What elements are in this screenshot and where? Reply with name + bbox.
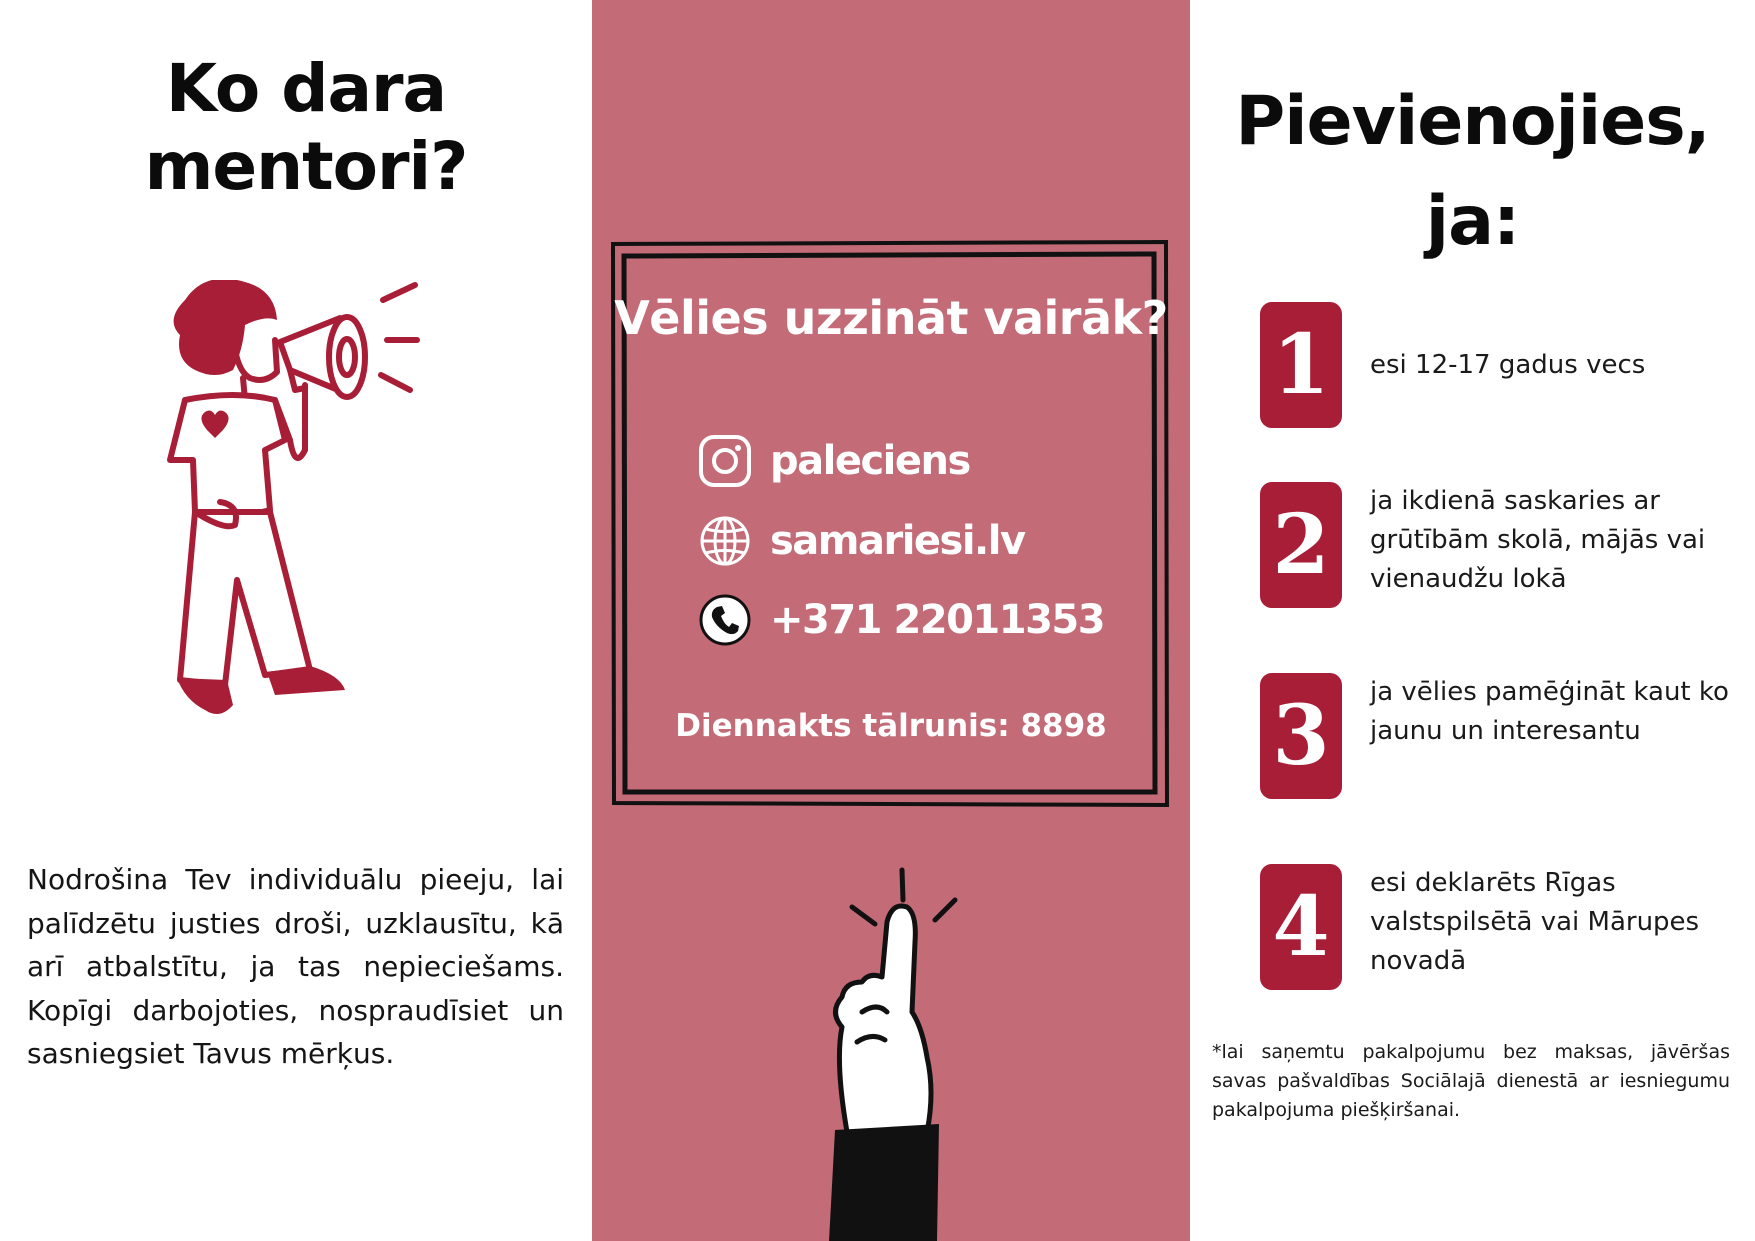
megaphone-woman-illustration xyxy=(125,280,485,800)
number-badge: 4 xyxy=(1260,864,1342,990)
contact-heading: Vēlies uzzināt vairāk? xyxy=(614,291,1168,345)
number-badge: 2 xyxy=(1260,482,1342,608)
website-url: samariesi.lv xyxy=(770,518,1025,564)
number-badge: 3 xyxy=(1260,673,1342,799)
phone-icon xyxy=(698,593,752,647)
requirement-text: ja ikdienā saskaries ar grūtībām skolā, mājās vai vienaudžu lokā xyxy=(1370,486,1706,594)
instagram-handle: paleciens xyxy=(770,438,970,484)
number-badge: 1 xyxy=(1260,302,1342,428)
right-panel xyxy=(1190,0,1755,1241)
left-panel xyxy=(0,0,592,1241)
instagram-icon xyxy=(698,434,752,488)
requirement-text: esi 12-17 gadus vecs xyxy=(1370,350,1646,380)
requirement-text: esi deklarēts Rīgas valstspilsētā vai Mārupes novadā xyxy=(1370,868,1700,976)
instagram-link[interactable] xyxy=(698,433,970,489)
footnote: *lai saņemtu pakalpojumu bez maksas, jāvēršas savas pašvaldības Sociālajā dienestā ar iesniegumu pakalpojuma piešķiršanai. xyxy=(1212,1041,1730,1121)
pointing-hand-illustration xyxy=(807,862,997,1241)
globe-icon xyxy=(698,514,752,568)
phone-link[interactable] xyxy=(698,592,1104,648)
left-title: Ko dara mentori? xyxy=(144,50,468,205)
middle-panel xyxy=(592,0,1190,1241)
hotline-text: Diennakts tālrunis: 8898 xyxy=(675,708,1107,744)
requirement-text: ja vēlies pamēģināt kaut ko jaunu un interesantu xyxy=(1370,677,1729,746)
phone-number: +371 22011353 xyxy=(770,597,1105,643)
right-title: Pievienojies, ja: xyxy=(1235,82,1710,261)
mentor-description: Nodrošina Tev individuālu pieeju, lai palīdzētu justies droši, uzklausītu, kā arī atbalstītu, ja tas nepieciešams. Kopīgi darbojoties, nospraudīsiet un sasniegsiet Tavus mērķus. xyxy=(27,863,564,1070)
website-link[interactable] xyxy=(698,513,1025,569)
